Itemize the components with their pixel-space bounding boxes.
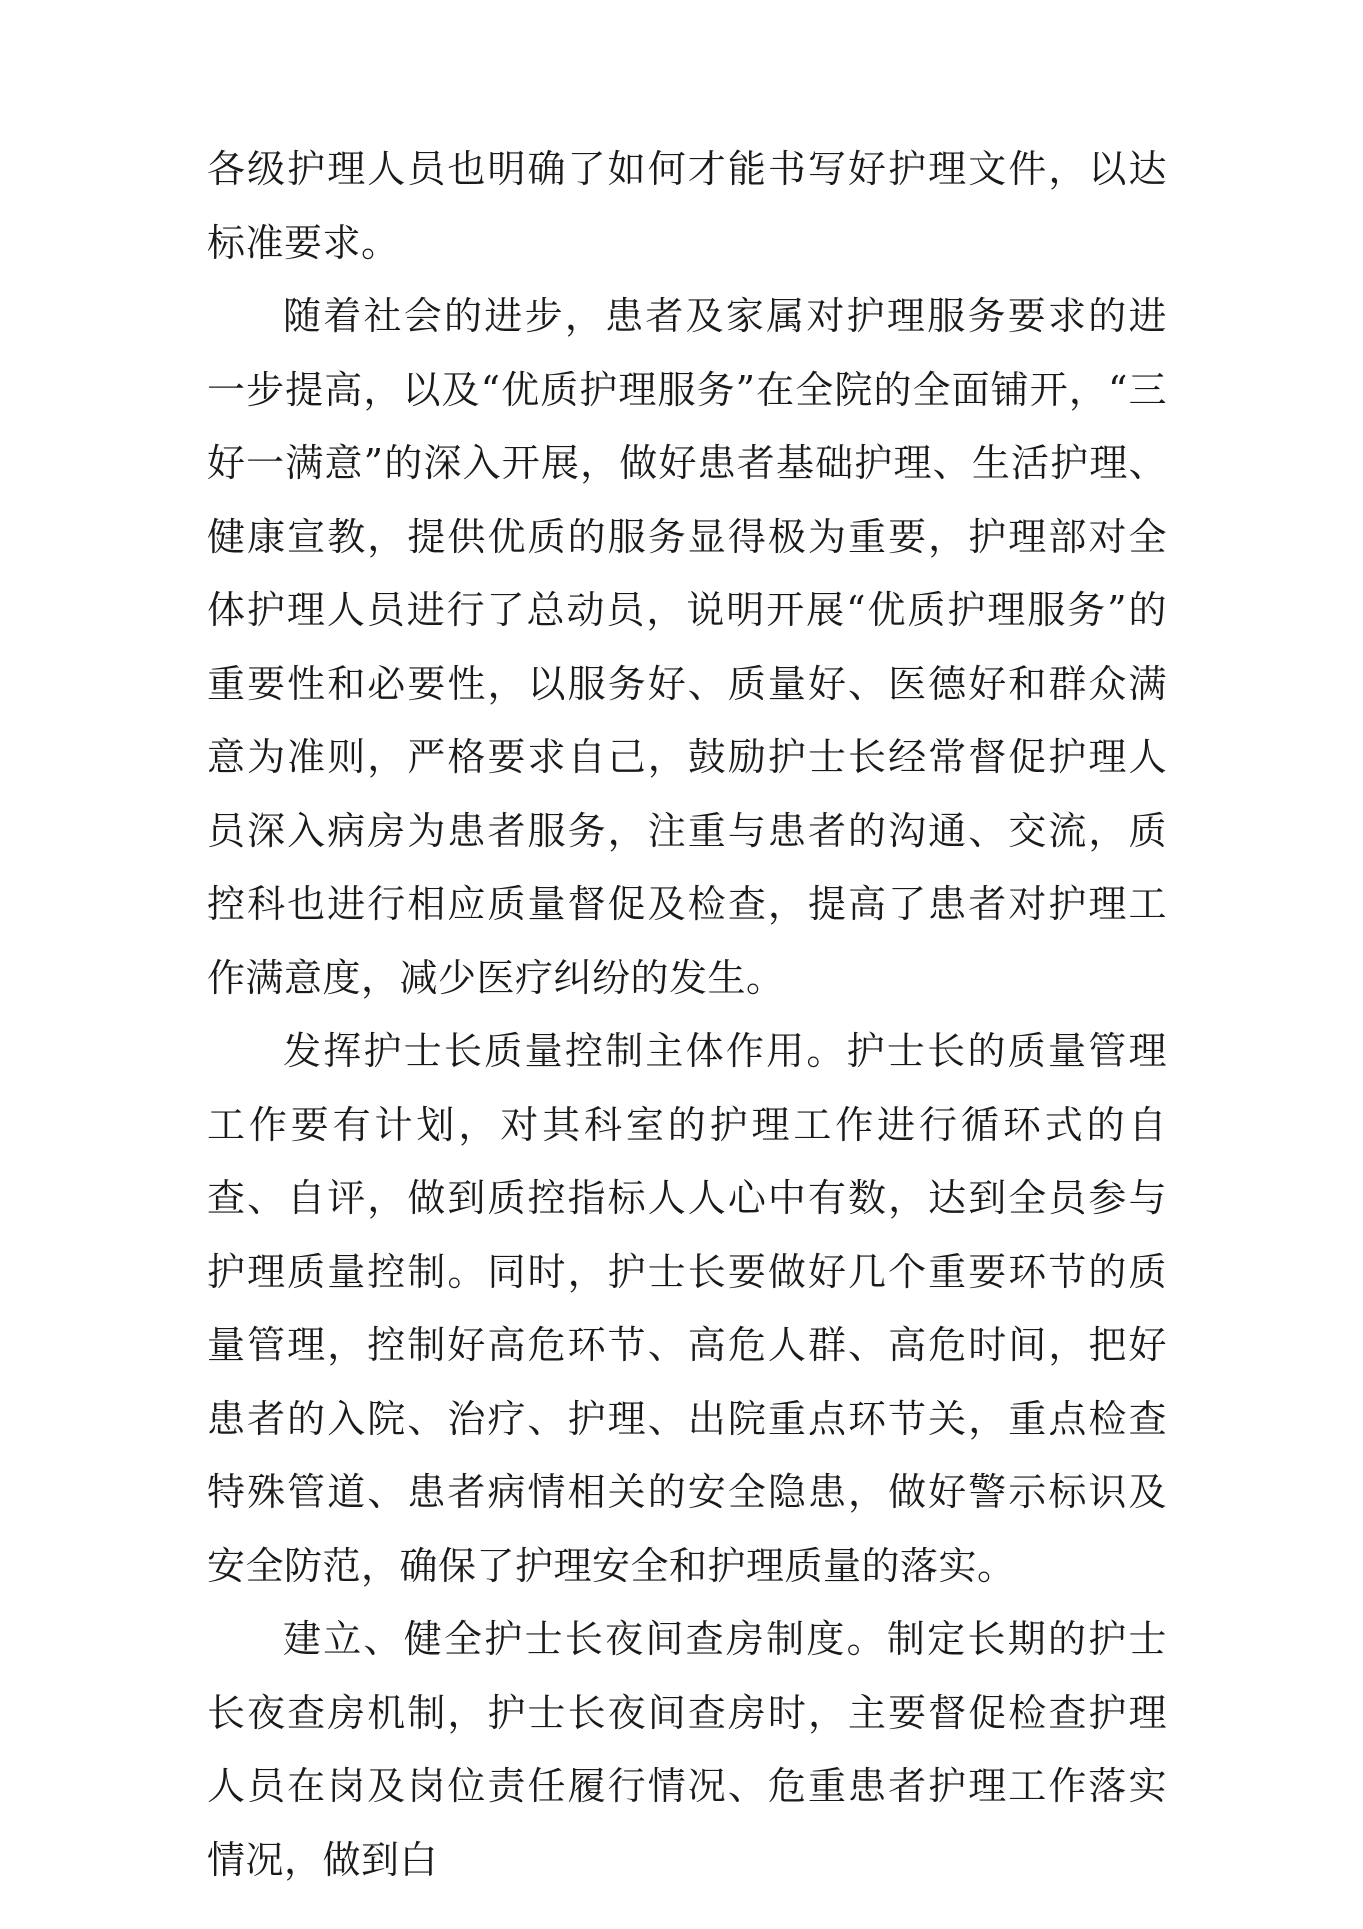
paragraph-quality-service: 随着社会的进步，患者及家属对护理服务要求的进一步提高，以及“优质护理服务”在全院的全面铺开，“三好一满意”的深入开展，做好患者基础护理、生活护理、健康宣教，提供优质的服务显得极为重要，护理部对全体护理人员进行了总动员，说明开展“优质护理服务”的重要性和必要性，以服务好、质量好、医德好和群众满意为准则，严格要求自己，鼓励护士长经常督促护理人员深入病房为患者服务，注重与患者的沟通、交流，质控科也进行相应质量督促及检查，提高了患者对护理工作满意度，减少医疗纠纷的发生。 xyxy=(207,294,1167,1000)
paragraph-continuation: 各级护理人员也明确了如何才能书写好护理文件，以达标准要求。 xyxy=(207,147,1167,265)
paragraph-night-rounds: 建立、健全护士长夜间查房制度。制定长期的护士长夜查房机制，护士长夜间查房时，主要督促检查护理人员在岗及岗位责任履行情况、危重患者护理工作落实情况，做到白 xyxy=(207,1617,1167,1882)
paragraph-head-nurse-quality-control: 发挥护士长质量控制主体作用。护士长的质量管理工作要有计划，对其科室的护理工作进行循环式的自查、自评，做到质控指标人人心中有数，达到全员参与护理质量控制。同时，护士长要做好几个重要环节的质量管理，控制好高危环节、高危人群、高危时间，把好患者的入院、治疗、护理、出院重点环节关，重点检查特殊管道、患者病情相关的安全隐患，做好警示标识及安全防范，确保了护理安全和护理质量的落实。 xyxy=(207,1029,1167,1588)
document-body xyxy=(207,133,1167,1897)
